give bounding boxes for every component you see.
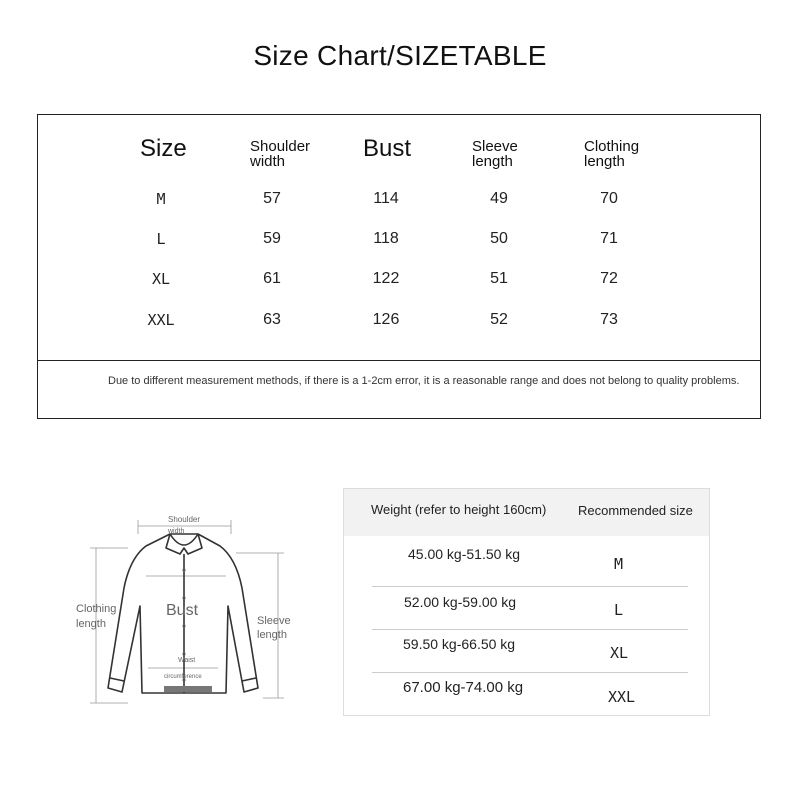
size-row-1: M (614, 555, 624, 573)
weight-row-3: 59.50 kg-66.50 kg (403, 636, 516, 652)
diagram-sleeve-label-2: length (257, 629, 287, 641)
header-sleeve-line2: length (472, 153, 513, 170)
page-title: Size Chart/SIZETABLE (253, 40, 547, 71)
row-xxl-clothing: 73 (600, 311, 618, 328)
header-weight: Weight (refer to height 160cm) (371, 502, 547, 517)
diagram-waist-label-2: circumference (164, 674, 202, 680)
weight-recommendation-table (343, 488, 710, 716)
header-shoulder-line1: Shoulder (250, 138, 311, 155)
header-shoulder-width (250, 139, 310, 169)
row-divider (372, 672, 688, 673)
size-row-4: XXL (608, 688, 636, 706)
row-m-bust: 114 (373, 190, 399, 207)
header-sleeve-length (472, 139, 518, 169)
size-row-3: XL (610, 644, 629, 662)
row-l-size: L (156, 230, 166, 248)
header-clothing-line1: Clothing (584, 138, 640, 155)
row-xl-sleeve: 51 (490, 270, 508, 287)
diagram-clothing-label: Clothing (76, 603, 117, 615)
header-clothing-line2: length (584, 153, 625, 170)
row-m-clothing: 70 (600, 190, 618, 207)
table-divider (38, 360, 760, 361)
row-xxl-shoulder: 63 (263, 311, 281, 328)
row-divider (372, 586, 688, 587)
row-l-shoulder: 59 (263, 230, 281, 247)
weight-row-1: 45.00 kg-51.50 kg (408, 546, 521, 562)
measurement-note: Due to different measurement methods, if there is a 1-2cm error, it is a reasonable range and does not belong to quality problems. (108, 375, 740, 387)
diagram-shoulder-label: Shoulder (168, 515, 201, 524)
diagram-waist-label: Waist (178, 657, 196, 664)
row-m-size: M (156, 190, 166, 208)
row-l-sleeve: 50 (490, 230, 508, 247)
diagram-bust-label: Bust (166, 602, 199, 619)
row-m-sleeve: 49 (490, 190, 508, 207)
row-xxl-bust: 126 (372, 311, 400, 328)
row-xl-size: XL (151, 270, 171, 288)
header-sleeve-line1: Sleeve (472, 138, 518, 155)
row-divider (372, 629, 688, 630)
header-bust: Bust (363, 135, 412, 162)
header-clothing-length (584, 139, 639, 169)
header-shoulder-line2: width (250, 153, 286, 170)
diagram-sleeve-label: Sleeve (257, 615, 291, 627)
header-size: Size (140, 135, 187, 162)
row-xl-clothing: 72 (600, 270, 618, 287)
row-l-bust: 118 (373, 230, 399, 247)
row-m-shoulder: 57 (263, 190, 281, 207)
row-xl-bust: 122 (372, 270, 400, 287)
row-xxl-sleeve: 52 (490, 311, 508, 328)
diagram-clothing-label-2: length (76, 618, 106, 630)
weight-row-2: 52.00 kg-59.00 kg (404, 594, 517, 610)
weight-row-4: 67.00 kg-74.00 kg (403, 679, 524, 696)
row-xl-shoulder: 61 (263, 270, 281, 287)
diagram-shoulder-label-2: width (168, 528, 185, 535)
size-row-2: L (614, 601, 624, 619)
shirt-measurement-diagram (68, 508, 293, 713)
header-recommended-size: Recommended size (578, 503, 693, 518)
size-chart-table (37, 114, 761, 419)
row-l-clothing: 71 (600, 230, 618, 247)
row-xxl-size: XXL (147, 311, 175, 329)
